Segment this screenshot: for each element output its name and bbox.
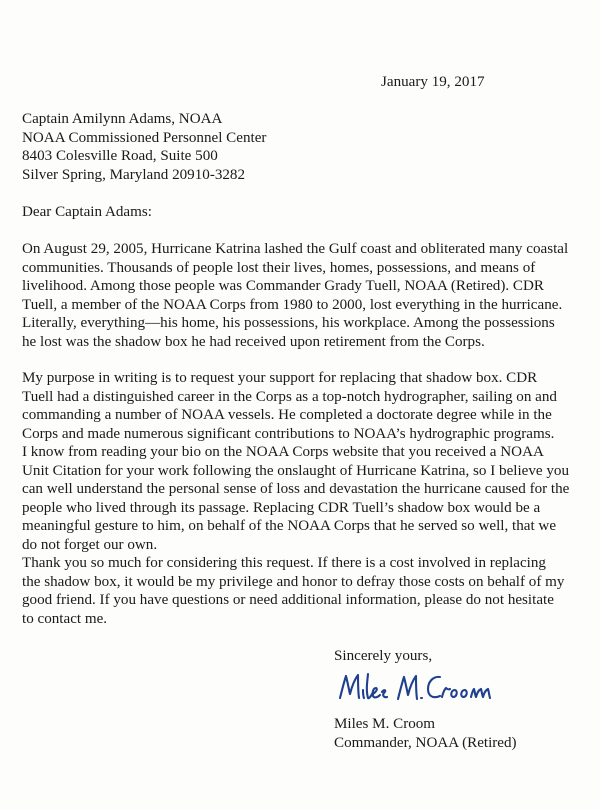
text-line: he lost was the shadow box he had received upon retirement from the Corps. <box>22 333 485 350</box>
handwritten-signature <box>336 668 506 710</box>
text-line: good friend. If you have questions or need additional information, please do not hesitate <box>22 592 554 608</box>
text-line: Tuell, a member of the NOAA Corps from 1980 to 2000, lost everything in the hurricane. <box>22 296 563 313</box>
text-line: communities. Thousands of people lost their lives, homes, possessions, and means of <box>22 259 536 276</box>
signer-name: Miles M. Croom <box>334 716 436 732</box>
recipient-name: Captain Amilynn Adams, NOAA <box>22 111 223 127</box>
text-line: to contact me. <box>22 610 108 627</box>
text-line: the shadow box, it would be my privilege and honor to defray those costs on behalf of my <box>22 573 565 590</box>
letter-date: January 19, 2017 <box>381 74 485 90</box>
text-line: commanding a number of NOAA vessels. He completed a doctorate degree while in the <box>22 407 552 423</box>
body-paragraph-1 <box>22 240 594 351</box>
recipient-city: Silver Spring, Maryland 20910-3282 <box>22 166 246 183</box>
text-line: Corps and made numerous significant contributions to NOAA’s hydrographic programs. <box>22 425 555 442</box>
text-line: I know from reading your bio on the NOAA Corps website that you received a NOAA <box>22 444 544 460</box>
salutation: Dear Captain Adams: <box>22 204 152 220</box>
body-paragraph-4 <box>22 554 594 628</box>
signer-title: Commander, NOAA (Retired) <box>334 734 517 751</box>
text-line: people who lived through its passage. Replacing CDR Tuell’s shadow box would be a <box>22 499 541 516</box>
recipient-organization: NOAA Commissioned Personnel Center <box>22 129 267 146</box>
text-line: Unit Citation for your work following the onslaught of Hurricane Katrina, so I believe you <box>22 462 570 479</box>
text-line: can well understand the personal sense of loss and devastation the hurricane caused for the <box>22 481 570 497</box>
text-line: meaningful gesture to him, on behalf of the NOAA Corps that he served so well, that we <box>22 518 557 534</box>
text-line: My purpose in writing is to request your support for replacing that shadow box. CDR <box>22 370 538 386</box>
body-paragraph-2 <box>22 369 594 443</box>
text-line: Tuell had a distinguished career in the Corps as a top-notch hydrographer, sailing on and <box>22 388 557 405</box>
recipient-address <box>22 110 266 184</box>
text-line: livelihood. Among those people was Commander Grady Tuell, NOAA (Retired). CDR <box>22 278 544 294</box>
text-line: On August 29, 2005, Hurricane Katrina lashed the Gulf coast and obliterated many coastal <box>22 241 569 257</box>
body-paragraph-3 <box>22 443 594 554</box>
closing: Sincerely yours, <box>334 648 433 664</box>
recipient-street: 8403 Colesville Road, Suite 500 <box>22 148 218 164</box>
text-line: Literally, everything—his home, his possessions, his workplace. Among the possessions <box>22 315 555 331</box>
text-line: Thank you so much for considering this request. If there is a cost involved in replacing <box>22 555 546 571</box>
signer-block <box>334 715 517 752</box>
text-line: do not forget our own. <box>22 536 158 553</box>
